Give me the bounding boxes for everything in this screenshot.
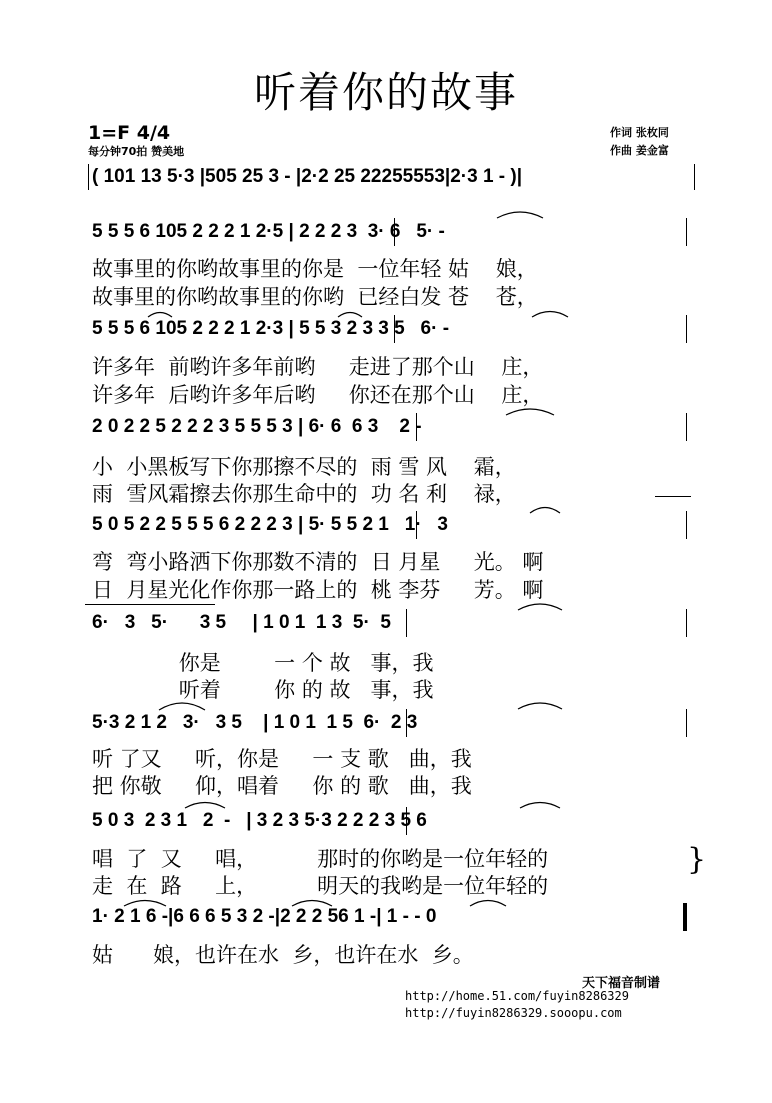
- lyric-line-1a: 故事里的你哟故事里的你是 一位年轻 姑 娘，: [92, 257, 538, 281]
- verse-brace: }: [687, 842, 707, 877]
- page-title: 听着你的故事: [253, 68, 518, 117]
- notation-row-3: 2 0 2 2 5 2 2 2 3 5 5 5 3 | 6· 6 6 3 2 -: [92, 416, 422, 437]
- lyric-line-6a: 听 了又 听，你是 一 支 歌 曲，我: [92, 747, 472, 771]
- notation-row-5: 6· 3 5· 3 5 | 1 0 1 1 3 5· 5: [92, 612, 391, 633]
- lyric-line-5b: 听着 你 的 故 事，我: [92, 678, 434, 702]
- lyric-line-8a: 姑 娘，也许在水 乡，也许在水 乡。: [92, 943, 474, 967]
- notation-row-8: 1· 2 1 6 -|6 6 6 5 3 2 -|2 2 2 56 1 -| 1 - - 0: [92, 906, 437, 927]
- lyric-line-4b: 日 月星光化作你那一路上的 桃 李芬 芳。 啊: [92, 578, 544, 602]
- notation-row-7: 5 0 3 2 3 1 2 - | 3 2 3 5·3 2 2 2 3 5 6: [92, 810, 427, 831]
- footer-url-link[interactable]: http://fuyin8286329.sooopu.com: [405, 1006, 622, 1020]
- notation-row-4: 5 0 5 2 2 5 5 5 6 2 2 2 3 | 5· 5 5 2 1 1· 3: [92, 514, 448, 535]
- lyricist-credit: 作词 张枚同: [610, 126, 669, 139]
- notation-row-6: 5·3 2 1 2 3· 3 5 | 1 0 1 1 5 6· 2 3: [92, 712, 418, 733]
- footer-url-link[interactable]: http://home.51.com/fuyin8286329: [405, 989, 629, 1003]
- composer-credit: 作曲 姜金富: [610, 144, 669, 157]
- tempo-marking: 每分钟70拍 赞美地: [88, 145, 185, 158]
- lyric-line-2b: 许多年 后哟许多年后哟 你还在那个山 庄，: [92, 383, 544, 407]
- key-signature: 1=F 4/4: [88, 122, 171, 144]
- lyric-line-3b: 雨 雪风霜擦去你那生命中的 功 名 利 禄，: [92, 482, 516, 506]
- lyric-line-1b: 故事里的你哟故事里的你哟 已经白发 苍 苍，: [92, 285, 538, 309]
- notation-row-1: 5 5 5 6 105 2 2 2 1 2·5 | 2 2 2 3 3· 6 5· -: [92, 221, 445, 242]
- notation-row-intro: ( 101 13 5·3 |505 25 3 - |2·2 25 22255553|2·3 1 - )|: [92, 166, 523, 187]
- lyric-line-5a: 你是 一 个 故 事，我: [92, 651, 434, 675]
- notation-row-2: 5 5 5 6 105 2 2 2 1 2·3 | 5 5 3 2 3 3 5 6· -: [92, 318, 450, 339]
- lyric-line-7b: 走 在 路 上， 明天的我哟是一位年轻的: [92, 874, 549, 898]
- footer-credit: 天下福音制谱: [582, 976, 661, 991]
- lyric-line-3a: 小 小黑板写下你那擦不尽的 雨 雪 风 霜，: [92, 455, 516, 479]
- lyric-line-6b: 把 你敬 仰，唱着 你 的 歌 曲，我: [92, 774, 472, 798]
- lyric-line-4a: 弯 弯小路洒下你那数不清的 日 月星 光。 啊: [92, 550, 544, 574]
- lyric-line-7a: 唱 了 又 唱， 那时的你哟是一位年轻的: [92, 847, 549, 871]
- lyric-line-2a: 许多年 前哟许多年前哟 走进了那个山 庄，: [92, 355, 544, 379]
